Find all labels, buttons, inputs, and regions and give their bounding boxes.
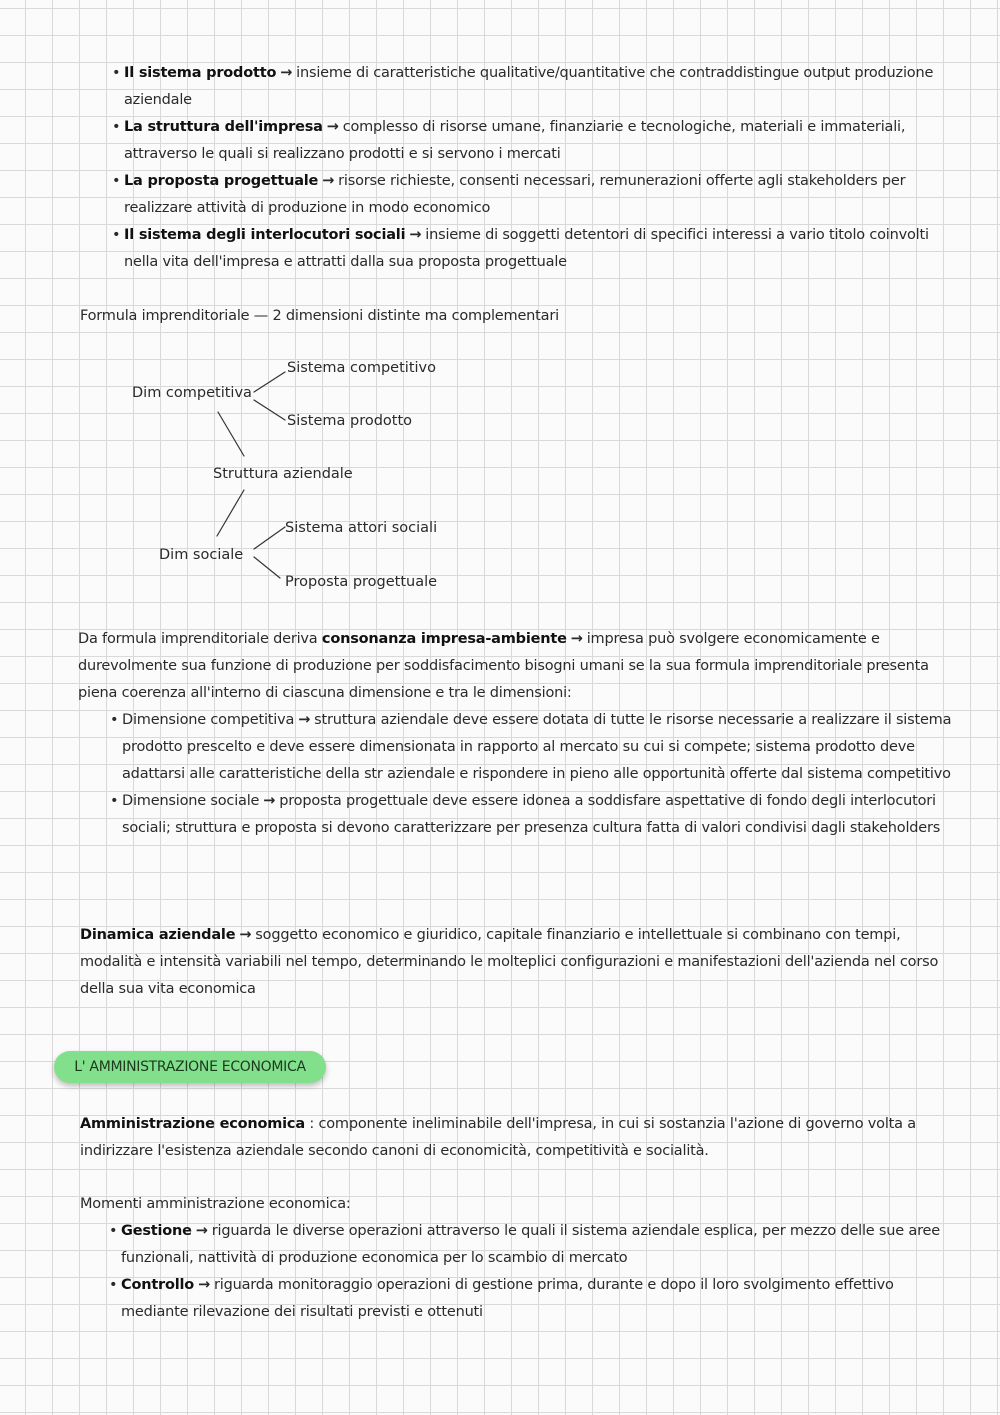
arrow-icon: → <box>195 1223 208 1239</box>
arrow-icon: → <box>409 227 422 243</box>
bullet-term: Il sistema prodotto <box>124 65 277 81</box>
list-item <box>109 1272 960 1326</box>
tree-node-sistema-prodotto: Sistema prodotto <box>287 413 413 429</box>
tree-node-struttura-aziendale: Struttura aziendale <box>213 466 353 482</box>
bullet-text: proposta progettuale deve essere idonea a soddisfare aspettative di fondo degli interlocutori sociali; struttura e proposta si devono caratterizzare per presenza cultura fatta di valori condivisi dagli stakeholders <box>122 793 941 836</box>
arrow-icon: → <box>298 712 311 728</box>
list-item <box>110 788 958 842</box>
dinamica-text: soggetto economico e giuridico, capitale finanziario e intellettuale si combinano con tempi, modalità e intensità variabili nel tempo, determinando le molteplici configurazioni e manifestazioni dell'azienda nel corso della sua vita economica <box>80 927 939 997</box>
tree-connector-lines <box>0 0 1000 620</box>
dinamica-term: Dinamica aziendale <box>80 927 236 943</box>
bullet-text: riguarda monitoraggio operazioni di gestione prima, durante e dopo il loro svolgimento effettivo mediante rilevazione dei risultati previsti e ottenuti <box>121 1277 894 1320</box>
arrow-icon: → <box>263 793 276 809</box>
arrow-icon: → <box>280 65 293 81</box>
list-item <box>110 707 958 788</box>
bullet-text: risorse richieste, consenti necessari, remunerazioni offerte agli stakeholders per realizzare attività di produzione in modo economico <box>124 173 906 216</box>
bullet-text: complesso di risorse umane, finanziarie e tecnologiche, materiali e immateriali, attraverso le quali si realizzano prodotti e si servono i mercati <box>124 119 906 162</box>
dinamica-paragraph <box>80 922 960 1003</box>
arrow-icon: → <box>570 631 583 647</box>
arrow-icon: → <box>198 1277 211 1293</box>
arrow-icon: → <box>326 119 339 135</box>
tree-node-sistema-competitivo: Sistema competitivo <box>287 360 436 376</box>
bullet-text: riguarda le diverse operazioni attraverso le quali il sistema aziendale esplica, per mezzo delle sue aree funzionali, nattività di produzione economica per lo scambio di mercato <box>121 1223 940 1266</box>
bullet-term: Il sistema degli interlocutori sociali <box>124 227 406 243</box>
amministrazione-block <box>80 1111 960 1165</box>
amministrazione-paragraph <box>80 1111 960 1165</box>
bullet-term: La struttura dell'impresa <box>124 119 323 135</box>
consonanza-paragraph <box>78 626 958 707</box>
section-heading: L' AMMINISTRAZIONE ECONOMICA <box>54 1051 326 1083</box>
bullet-term: Dimensione sociale <box>122 793 260 809</box>
consonanza-intro: Da formula imprenditoriale deriva <box>78 631 318 647</box>
bullet-term: Controllo <box>121 1277 195 1293</box>
momenti-bullet-list <box>109 1218 960 1326</box>
bullet-text: insieme di soggetti detentori di specifici interessi a vario titolo coinvolti nella vita dell'impresa e attratti dalla sua proposta progettuale <box>124 227 929 270</box>
amministrazione-term: Amministrazione economica <box>80 1116 305 1132</box>
bullet-term: Dimensione competitiva <box>122 712 295 728</box>
tree-node-dim-competitiva: Dim competitiva <box>132 385 252 401</box>
list-item <box>109 1218 960 1272</box>
consonanza-bullet-list <box>110 707 958 842</box>
dinamica-block <box>80 922 960 1003</box>
bullet-text: struttura aziendale deve essere dotata di tutte le risorse necessarie a realizzare il sistema prodotto prescelto e deve essere dimensionata in rapporto al mercato su cui si compete; sistema prodotto deve adattarsi alle caratteristiche della str aziendale e rispondere in pieno alle opportunità offerte dal sistema competitivo <box>122 712 952 782</box>
consonanza-term: consonanza impresa-ambiente <box>321 631 567 647</box>
tree-node-sistema-attori-sociali: Sistema attori sociali <box>285 520 438 536</box>
tree-node-dim-sociale: Dim sociale <box>159 547 244 563</box>
arrow-icon: → <box>239 927 252 943</box>
bullet-term: Gestione <box>121 1223 192 1239</box>
arrow-icon: → <box>322 173 335 189</box>
amministrazione-separator: : <box>309 1116 315 1132</box>
consonanza-text: impresa può svolgere economicamente e durevolmente sua funzione di produzione per soddisfacimento bisogni umani se la sua formula imprenditoriale presenta piena coerenza all'interno di ciascuna dimensione e tra le dimensioni: <box>78 631 929 701</box>
momenti-block <box>80 1191 960 1326</box>
formula-text: Formula imprenditoriale — 2 dimensioni distinte ma complementari <box>80 308 559 324</box>
bullet-term: La proposta progettuale <box>124 173 319 189</box>
consonanza-block <box>78 626 958 842</box>
momenti-title: Momenti amministrazione economica: <box>80 1196 351 1212</box>
amministrazione-text: componente ineliminabile dell'impresa, in cui si sostanzia l'azione di governo volta a indirizzare l'esistenza aziendale secondo canoni di economicità, competitività e socialità. <box>80 1116 916 1159</box>
bullet-text: insieme di caratteristiche qualitative/quantitative che contraddistingue output produzione aziendale <box>124 65 934 108</box>
tree-node-proposta-progettuale: Proposta progettuale <box>285 574 438 590</box>
